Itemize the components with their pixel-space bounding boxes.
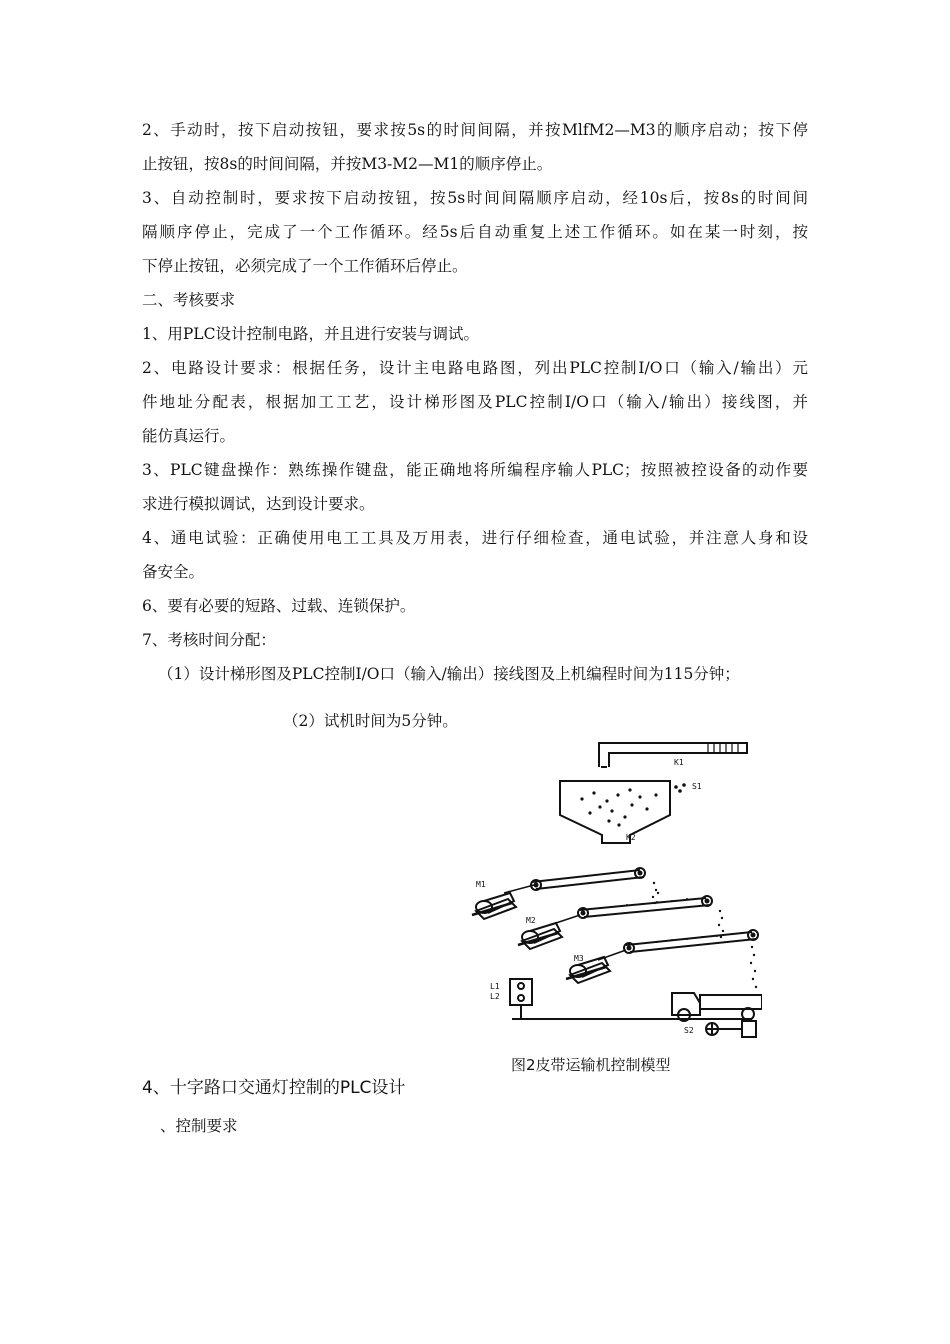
- label-m1: M1: [476, 880, 486, 889]
- time-allocation-2: （2）试机时间为5分钟。: [283, 712, 458, 730]
- material-drop-1: [652, 882, 659, 904]
- label-l2: L2: [490, 992, 500, 1001]
- section-4-subtitle: 、控制要求: [160, 1117, 238, 1135]
- requirement-7: 7、考核时间分配：: [142, 631, 276, 649]
- paragraph-manual-line2: 止按钮，按8s的时间间隔，并按M3-M2—M1的顺序停止。: [142, 155, 553, 173]
- material-drop-3: [750, 946, 757, 988]
- conveyor-belt-1: [504, 868, 645, 893]
- requirement-3-line2: 求进行模拟调试，达到设计要求。: [142, 495, 375, 513]
- label-s1: S1: [692, 782, 702, 791]
- label-s2: S2: [684, 1026, 694, 1035]
- paragraph-auto-line1: 3、自动控制时，要求按下启动按钮，按5s时间间隔顺序启动，经10s后，按8s的时间间: [142, 189, 808, 207]
- label-m3: M3: [574, 954, 584, 963]
- requirement-2-line2: 件地址分配表，根据加工工艺，设计梯形图及PLC控制I/O口（输入/输出）接线图，并: [142, 393, 808, 411]
- figure-caption: 图2皮带运输机控制模型: [511, 1056, 671, 1074]
- traffic-light: [510, 979, 532, 1019]
- section-heading-requirements: 二、考核要求: [142, 291, 236, 309]
- sensor-s2: [706, 1021, 756, 1037]
- conveyor-belt-2: [550, 896, 712, 925]
- label-l1: L1: [490, 982, 500, 991]
- requirement-2-line3: 能仿真运行。: [142, 427, 236, 445]
- section-4-title: 4、十字路口交通灯控制的PLC设计: [142, 1078, 406, 1098]
- feed-pipe: [599, 743, 747, 767]
- time-allocation-1: （1）设计梯形图及PLC控制I/O口（输入/输出）接线图及上机编程时间为115分钟；: [158, 665, 740, 683]
- truck: [672, 993, 762, 1021]
- requirement-4-line1: 4、通电试验：正确使用电工工具及万用表，进行仔细检查，通电试验，并注意人身和设: [142, 529, 808, 547]
- material-drop-2: [718, 910, 724, 938]
- motor-m2: [518, 923, 562, 949]
- paragraph-manual-line1: 2、手动时，按下启动按钮，要求按5s的时间间隔，并按MlfM2—M3的顺序启动；按下停: [142, 121, 808, 139]
- requirement-3-line1: 3、PLC键盘操作：熟练操作键盘，能正确地将所编程序输人PLC；按照被控设备的动作要: [142, 461, 808, 479]
- conveyor-diagram: [462, 735, 762, 1047]
- requirement-4-line2: 备安全。: [142, 563, 205, 581]
- paragraph-auto-line2: 隔顺序停止，完成了一个工作循环。经5s后自动重复上述工作循环。如在某一时刻，按: [142, 223, 808, 241]
- requirement-2-line1: 2、电路设计要求：根据任务，设计主电路电路图，列出PLC控制I/O口（输入/输出）元: [142, 359, 808, 377]
- label-m2: M2: [526, 916, 536, 925]
- conveyor-belt-3: [598, 930, 758, 960]
- requirement-6: 6、要有必要的短路、过载、连锁保护。: [142, 597, 416, 615]
- pipe-hatching: [708, 743, 738, 753]
- hopper: [560, 781, 670, 843]
- motor-m3: [566, 957, 610, 983]
- motor-m1: [472, 893, 516, 919]
- paragraph-auto-line3: 下停止按钮，必须完成了一个工作循环后停止。: [142, 257, 468, 275]
- requirement-1: 1、用PLC设计控制电路，并且进行安装与调试。: [142, 325, 479, 343]
- label-k2: K2: [626, 833, 636, 842]
- label-k1: K1: [674, 758, 684, 767]
